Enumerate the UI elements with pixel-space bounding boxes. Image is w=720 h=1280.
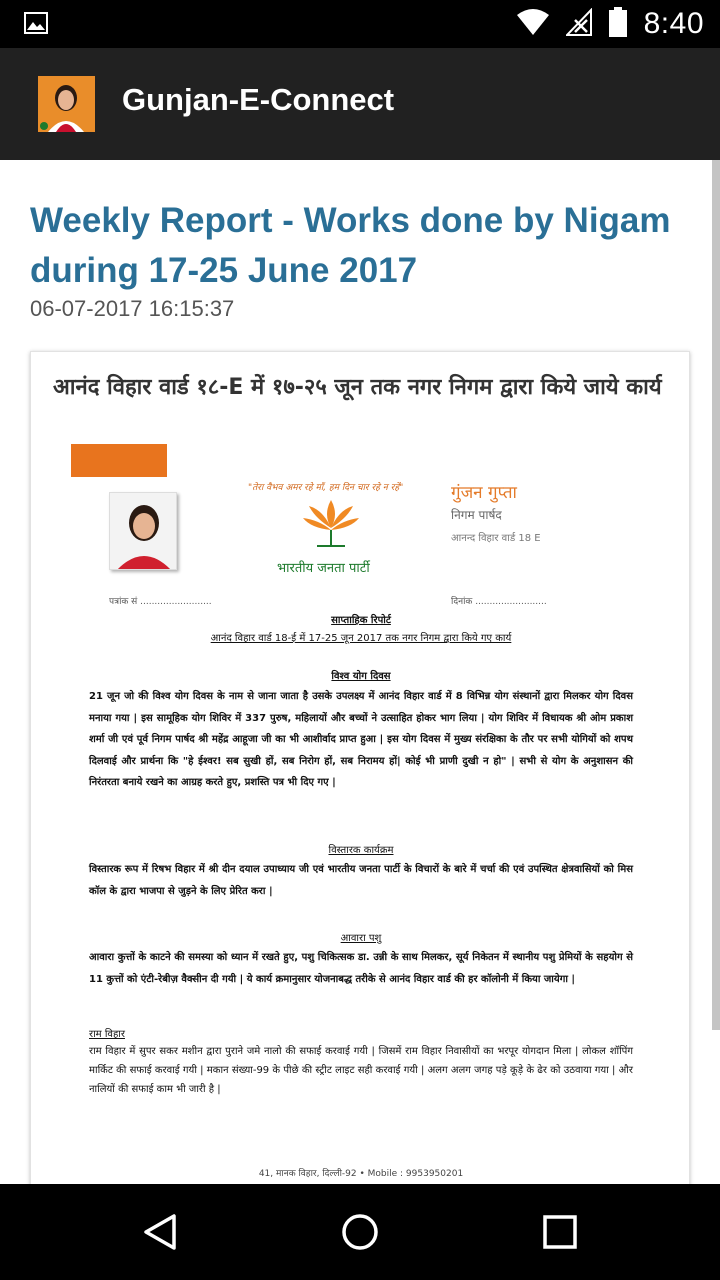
recents-square-icon: [540, 1212, 580, 1252]
card-title: आनंद विहार वार्ड १८-E में १७-२५ जून तक नगर निगम द्वारा किये जाये कार्य: [53, 375, 662, 400]
section-ramvihar-text: राम विहार में सुपर सकर मशीन द्वारा पुराने जमे नालो की सफाई करवाई गयी | जिसमें राम विहार निवासीयों का भरपूर योगदान मिला | लोकल शॉपिंग मार्किट की सफाई करवाई गयी | मकान संख्या-99 के पीछे की स्ट्रीट लाइट सही करवाई गयी | अलग अलग जगह पड़े कूड़े के ढेर को उठवाया गया | और नालियों की सफाई काम भी जारी है |: [89, 1046, 633, 1095]
home-circle-icon: [340, 1212, 380, 1252]
recents-button[interactable]: [536, 1208, 584, 1256]
content-area[interactable]: [0, 160, 720, 1184]
status-bar: [0, 0, 720, 48]
councillor-designation: निगम पार्षद: [451, 508, 502, 522]
app-logo-avatar[interactable]: [38, 76, 95, 132]
letterhead-orange-bar: [71, 444, 167, 477]
ward-name: आनन्द विहार वार्ड 18 E: [451, 533, 541, 544]
report-subtitle: आनंद विहार वार्ड 18-ई में 17-25 जून 2017 तक नगर निगम द्वारा किये गए कार्य: [210, 633, 512, 644]
section-yoga-title: विश्व योग दिवस: [331, 671, 391, 682]
image-icon: [24, 12, 48, 34]
letter-ref-number: पत्रांक सं .........................: [109, 597, 212, 607]
letter-date-field: दिनांक .........................: [451, 597, 547, 607]
section-stray-text: आवारा कुत्तों के काटने की समस्या को ध्यान में रखते हुए, पशु चिकित्सक डा. उन्नी के साथ मिलकर, सूर्य निकेतन में स्थानीय पशु प्रेमियों के सहयोग से 11 कुत्तों को एंटी-रेबीज़ वैक्सीन दी गयी | ये कार्य क्रमानुसार योजनाबद्ध तरीके से आनंद विहार वार्ड की हर कॉलोनी में किया जायेगा |: [89, 952, 633, 985]
letter-image: [31, 442, 690, 1184]
section-vistarak-text: विस्तारक रूप में रिषभ विहार में श्री दीन दयाल उपाध्याय जी एवं भारतीय जनता पार्टी के विचारों के बारे में चर्चा की एवं उपस्थित क्षेत्रवासियों को मिस कॉल के द्वारा भाजपा से जुड़ने के लिए प्रेरित करा |: [89, 864, 633, 897]
post-date: 06-07-2017 16:15:37: [30, 296, 235, 321]
post-title: Weekly Report - Works done by Nigam during 17-25 June 2017: [30, 201, 671, 290]
section-yoga-text: 21 जून जो की विश्व योग दिवस के नाम से जाना जाता है उसके उपलक्ष्य में आनंद विहार वार्ड में 8 विभिन्न योग संस्थानों द्वारा मिलकर योग दिवस मनाया गया | इस सामूहिक योग शिविर में 337 पुरुष, महिलायों और बच्चों ने उत्साहित होकर भाग लिया | योग शिविर में विधायक श्री ओम प्रकाश शर्मा जी एवं पूर्व निगम पार्षद श्री महेंद्र आहूजा जी का भी आशीर्वाद प्राप्त हुआ | इस योग दिवस में मुख्य संरक्षिका के तौर पर सभी योगियों को शपथ दिलवाई और प्रार्थना कि "हे ईश्वर! सब सुखी हों, सब निरोग हों, सब निरामय हों| कोई भी प्राणी दुखी न हो" | सभी से योग के अनुशासन की निरंतरता बनाये रखने का आग्रह करते हुए, प्रशस्ति पत्र भी दिए गए |: [89, 691, 633, 788]
back-triangle-icon: [140, 1212, 180, 1252]
no-signal-icon: [566, 8, 592, 40]
navigation-bar: [0, 1184, 720, 1280]
councillor-photo: [109, 492, 177, 570]
letterhead-quote: "तेरा वैभव अमर रहे माँ, हम दिन चार रहे न रहें": [248, 483, 404, 493]
home-button[interactable]: [336, 1208, 384, 1256]
party-name: भारतीय जनता पार्टी: [277, 561, 370, 576]
wifi-icon: [516, 8, 550, 40]
clock: 8:40: [643, 7, 704, 40]
app-bar: [0, 48, 720, 160]
scrollbar[interactable]: [712, 160, 720, 1030]
app-title: Gunjan-E-Connect: [122, 82, 395, 117]
letter-footer-address: 41, मानक विहार, दिल्ली-92 • Mobile : 9953950201: [258, 1169, 464, 1179]
battery-icon: [608, 7, 628, 41]
report-title: साप्ताहिक रिपोर्ट: [331, 615, 391, 626]
section-vistarak-title: विस्तारक कार्यक्रम: [328, 845, 394, 856]
back-button[interactable]: [136, 1208, 184, 1256]
report-card[interactable]: [30, 351, 690, 1184]
section-stray-title: आवारा पशु: [340, 933, 382, 944]
councillor-name: गुंजन गुप्ता: [451, 483, 517, 503]
lotus-logo-icon: [301, 496, 361, 552]
section-ramvihar-title: राम विहार: [89, 1029, 125, 1040]
